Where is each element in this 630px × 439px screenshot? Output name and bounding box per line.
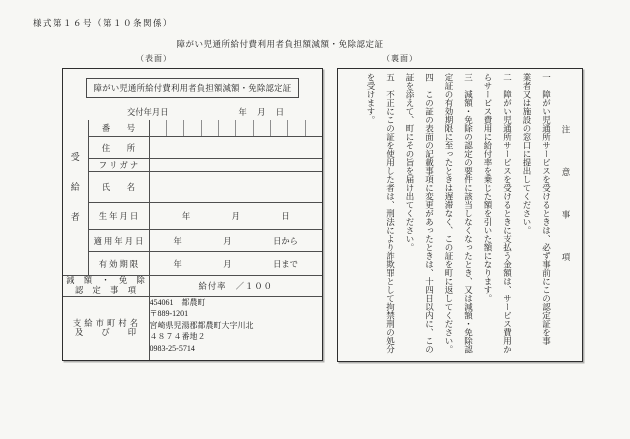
certificate-title: 障がい児通所給付費利用者負担額減額・免除認定証 [86, 78, 300, 98]
number-cell [235, 120, 252, 136]
furigana-value-cell [149, 159, 322, 172]
municipality-label-cell [63, 296, 149, 360]
address-label: 住 所 [88, 137, 149, 159]
front-side-label: （表面） [136, 54, 172, 63]
municipality-label-line2: 及 び 印 [74, 328, 137, 338]
apply-date-value: 年 月 日から [149, 230, 322, 252]
number-cell [150, 120, 166, 136]
municipality-line: ４８７４番地２ [149, 332, 206, 342]
municipality-line: 宮崎県児湯郡都農町大字川北 [149, 320, 254, 330]
reduction-label-cell [63, 276, 149, 296]
front-certificate-card [62, 68, 323, 361]
number-cell [183, 120, 200, 136]
birthdate-label: 生 年 月 日 [88, 203, 149, 230]
number-cell [305, 120, 322, 136]
issue-date-label: 交付年月日 [127, 108, 169, 117]
table-row [63, 137, 322, 159]
table-row [63, 276, 322, 296]
note-line: を受けます。 [366, 73, 376, 124]
table-row [63, 230, 322, 252]
address-value-cell [149, 137, 322, 159]
back-notes-card [337, 68, 583, 362]
expiry-label: 有 効 期 限 [88, 252, 149, 276]
municipality-line: 〒889-1201 [149, 309, 189, 319]
table-row [63, 203, 322, 230]
note-line: 定証の有効期限に至ったときは遅滞なく、この証を町に返してください。 [444, 73, 454, 354]
number-cell [287, 120, 304, 136]
recipient-label: 受給者 [69, 151, 80, 242]
note-line: 一 障がい児通所サービスを受けるときは、必ず事前にこの認定証を事 [541, 73, 552, 345]
name-label: 氏 名 [88, 172, 149, 203]
note-line: 証を添えて、町にその旨を届け出てください。 [405, 73, 415, 252]
municipality-label-line1: 支 給 市 町 村 名 [72, 318, 139, 328]
document-title: 障がい児通所給付費利用者負担額減額・免除認定証 [176, 39, 384, 49]
municipality-line: 0983-25-5714 [149, 343, 195, 353]
note-line: 四 この証の表面の記載事項に変更があったときは、十四日以内に、この [424, 73, 435, 354]
note-line: 三 減額・免除の認定の要件に該当しなくなったとき、又は減額・免除認 [463, 73, 474, 354]
number-label: 番 号 [88, 120, 149, 137]
number-cells [150, 120, 323, 136]
note-line: 業者又は施設の窓口に提出してください。 [522, 73, 532, 235]
number-cell [166, 120, 183, 136]
number-cell [253, 120, 270, 136]
number-value-cell [149, 120, 322, 137]
apply-date-label: 適 用 年 月 日 [88, 230, 149, 252]
issue-date-row [127, 106, 322, 118]
note-line: 二 障がい児通所サービスを受けるときに支払う金額は、サービス費用か [502, 73, 513, 354]
reduction-label-line2: 認 定 事 項 [74, 285, 137, 295]
notes-title: 注意事項 [561, 125, 571, 295]
notes-text [361, 73, 576, 359]
table-row [63, 172, 322, 203]
note-line: らサービス費用に給付率を乗じた額を引いた額になります。 [483, 73, 493, 303]
grant-rate-value: 給付率 ／１００ [149, 276, 322, 296]
furigana-label: フ リ ガ ナ [88, 159, 149, 172]
issue-date-value: 年 月 日 [238, 108, 285, 117]
recipient-cell [63, 120, 88, 276]
municipality-value-cell [149, 296, 322, 360]
reduction-label-line1: 減 額 ・ 免 除 [66, 276, 146, 286]
note-line: 五 不正にこの証を使用した者は、刑法により詐欺罪として拘禁刑の処分 [385, 73, 396, 354]
name-value-cell [149, 172, 322, 203]
certificate-table [63, 120, 322, 360]
table-row [63, 296, 322, 360]
back-side-label: （裏面） [382, 54, 418, 63]
number-cell [201, 120, 218, 136]
expiry-value: 年 月 日まで [149, 252, 322, 276]
number-cell [270, 120, 287, 136]
table-row [63, 120, 322, 137]
number-cell [218, 120, 235, 136]
birthdate-value: 年 月 日 [149, 203, 322, 230]
municipality-line: 454061 都農町 [149, 297, 206, 307]
form-number: 様式第１６号（第１０条関係） [33, 18, 174, 28]
table-row [63, 159, 322, 172]
table-row [63, 252, 322, 276]
